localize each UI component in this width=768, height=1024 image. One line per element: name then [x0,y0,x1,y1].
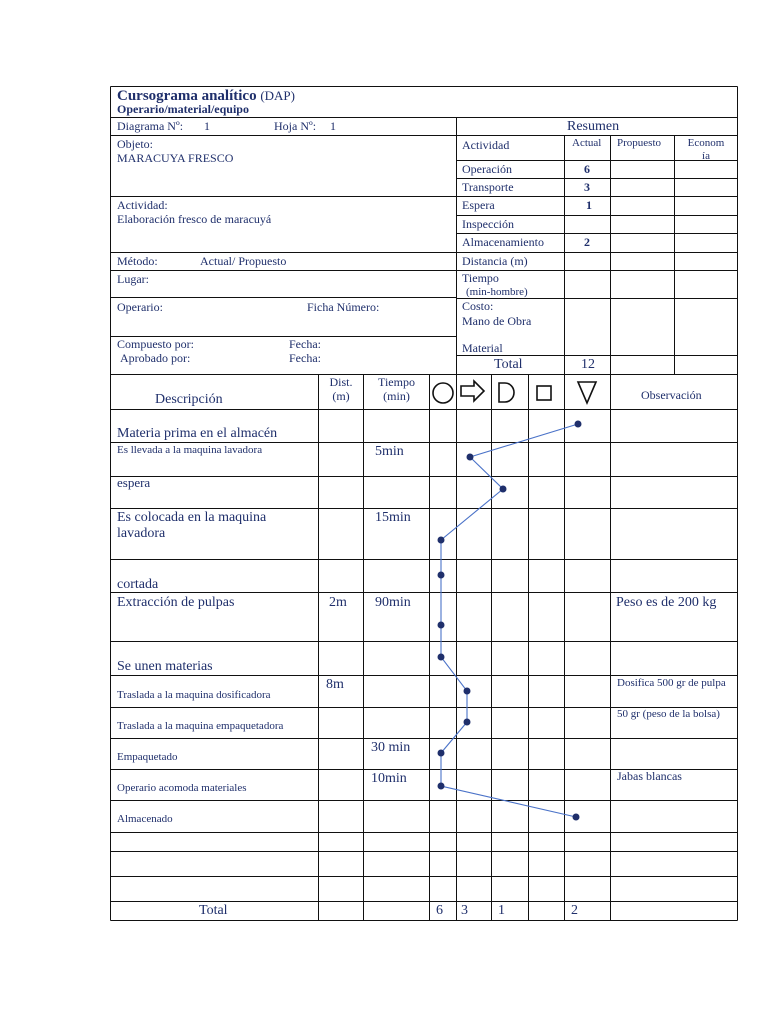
flow-point [438,537,445,544]
inspection-square-icon [537,386,551,400]
summary-row-actual: 3 [584,180,590,194]
summary-time-sub: (min-hombre) [466,286,528,298]
summary-time-label: Tiempo [462,271,499,285]
transport-arrow-icon [461,381,484,401]
operator-label: Operario: [117,300,163,314]
summary-col-proposed: Propuesto [617,137,661,149]
summary-row-label: Inspección [462,217,514,231]
flow-point [438,783,445,790]
composed-by-label: Compuesto por: [117,337,194,351]
summary-row-label: Transporte [462,180,514,194]
delay-d-icon [499,383,514,402]
activity-value: Elaboración fresco de maracuyá [117,212,272,226]
summary-row-label: Operación [462,162,512,176]
flow-point [438,572,445,579]
col-header-time: Tiempo (min) [378,375,415,403]
row-time: 30 min [371,740,411,755]
summary-total-label: Total [494,357,523,372]
chart-title: Cursograma analítico (DAP) [117,88,295,104]
operation-circle-icon [433,383,453,403]
flow-point [467,454,474,461]
storage-triangle-icon [578,382,596,403]
summary-row-actual: 6 [584,162,590,176]
row-description: cortada [117,577,159,592]
row-description: Traslada a la maquina dosificadora [117,689,271,701]
row-observation: Peso es de 200 kg [616,595,717,610]
process-flow-points [438,421,582,821]
row-time: 5min [375,444,404,459]
row-description: Traslada a la maquina empaquetadora [117,720,284,732]
summary-row-label: Distancia (m) [462,254,528,268]
sheet-number-value: 1 [330,119,336,133]
flow-point [464,719,471,726]
approved-by-label: Aprobado por: [120,351,191,365]
approved-date-label: Fecha: [289,351,321,365]
row-description: Almacenado [117,813,173,825]
composed-date-label: Fecha: [289,337,321,351]
summary-title: Resumen [567,119,620,134]
row-description: Operario acomoda materiales [117,782,247,794]
sheet-number-label: Hoja Nº: [274,119,317,133]
activity-label: Actividad: [117,198,168,212]
row-time: 10min [371,771,407,786]
flow-point [438,654,445,661]
object-label: Objeto: [117,137,153,151]
row-time: 90min [375,595,411,610]
flow-point [464,688,471,695]
summary-row-actual: 2 [584,235,590,249]
object-value: MARACUYA FRESCO [117,151,234,165]
diagram-number-value: 1 [204,119,210,133]
method-value: Actual/ Propuesto [200,254,287,268]
flow-point [575,421,582,428]
row-time: 15min [375,510,411,525]
summary-material-label: Material [462,341,503,355]
row-observation: Dosifica 500 gr de pulpa [617,677,726,689]
row-observation: 50 gr (peso de la bolsa) [617,708,720,720]
total-storage: 2 [571,903,578,918]
row-description: Empaquetado [117,751,178,763]
row-description: espera [117,475,151,490]
summary-col-economy: Econom ía [687,137,725,162]
row-description: Materia prima en el almacén [117,426,278,441]
summary-col-activity: Actividad [462,138,510,152]
place-label: Lugar: [117,272,149,286]
table-total-label: Total [199,903,228,918]
col-header-distance: Dist. (m) [329,375,353,403]
summary-row-label: Espera [462,198,495,212]
total-delay: 1 [498,903,505,918]
row-description: Extracción de pulpas [117,595,235,610]
summary-col-actual: Actual [572,137,602,149]
flow-point [500,486,507,493]
chart-subtitle: Operario/material/equipo [117,102,249,116]
row-observation: Jabas blancas [617,769,682,783]
method-label: Método: [117,254,158,268]
summary-row-label: Almacenamiento [462,235,544,249]
total-operation: 6 [436,903,443,918]
total-transport: 3 [461,903,468,918]
summary-row-actual: 1 [586,198,592,212]
summary-labor-label: Mano de Obra [462,314,532,328]
flow-point [438,750,445,757]
file-number-label: Ficha Número: [307,300,380,314]
flow-point [573,814,580,821]
row-description: Es llevada a la maquina lavadora [117,444,263,456]
col-header-observation: Observación [641,388,702,402]
process-flow-line [441,424,578,817]
summary-total-value: 12 [581,357,595,372]
summary-cost-label: Costo: [462,299,494,313]
row-distance: 2m [329,595,347,610]
row-description: Se unen materias [117,659,213,674]
col-header-description: Descripción [155,392,223,407]
row-description: Es colocada en la maquina lavadora [117,510,267,542]
flow-point [438,622,445,629]
diagram-number-label: Diagrama Nº: [117,119,184,133]
row-distance: 8m [326,677,344,692]
